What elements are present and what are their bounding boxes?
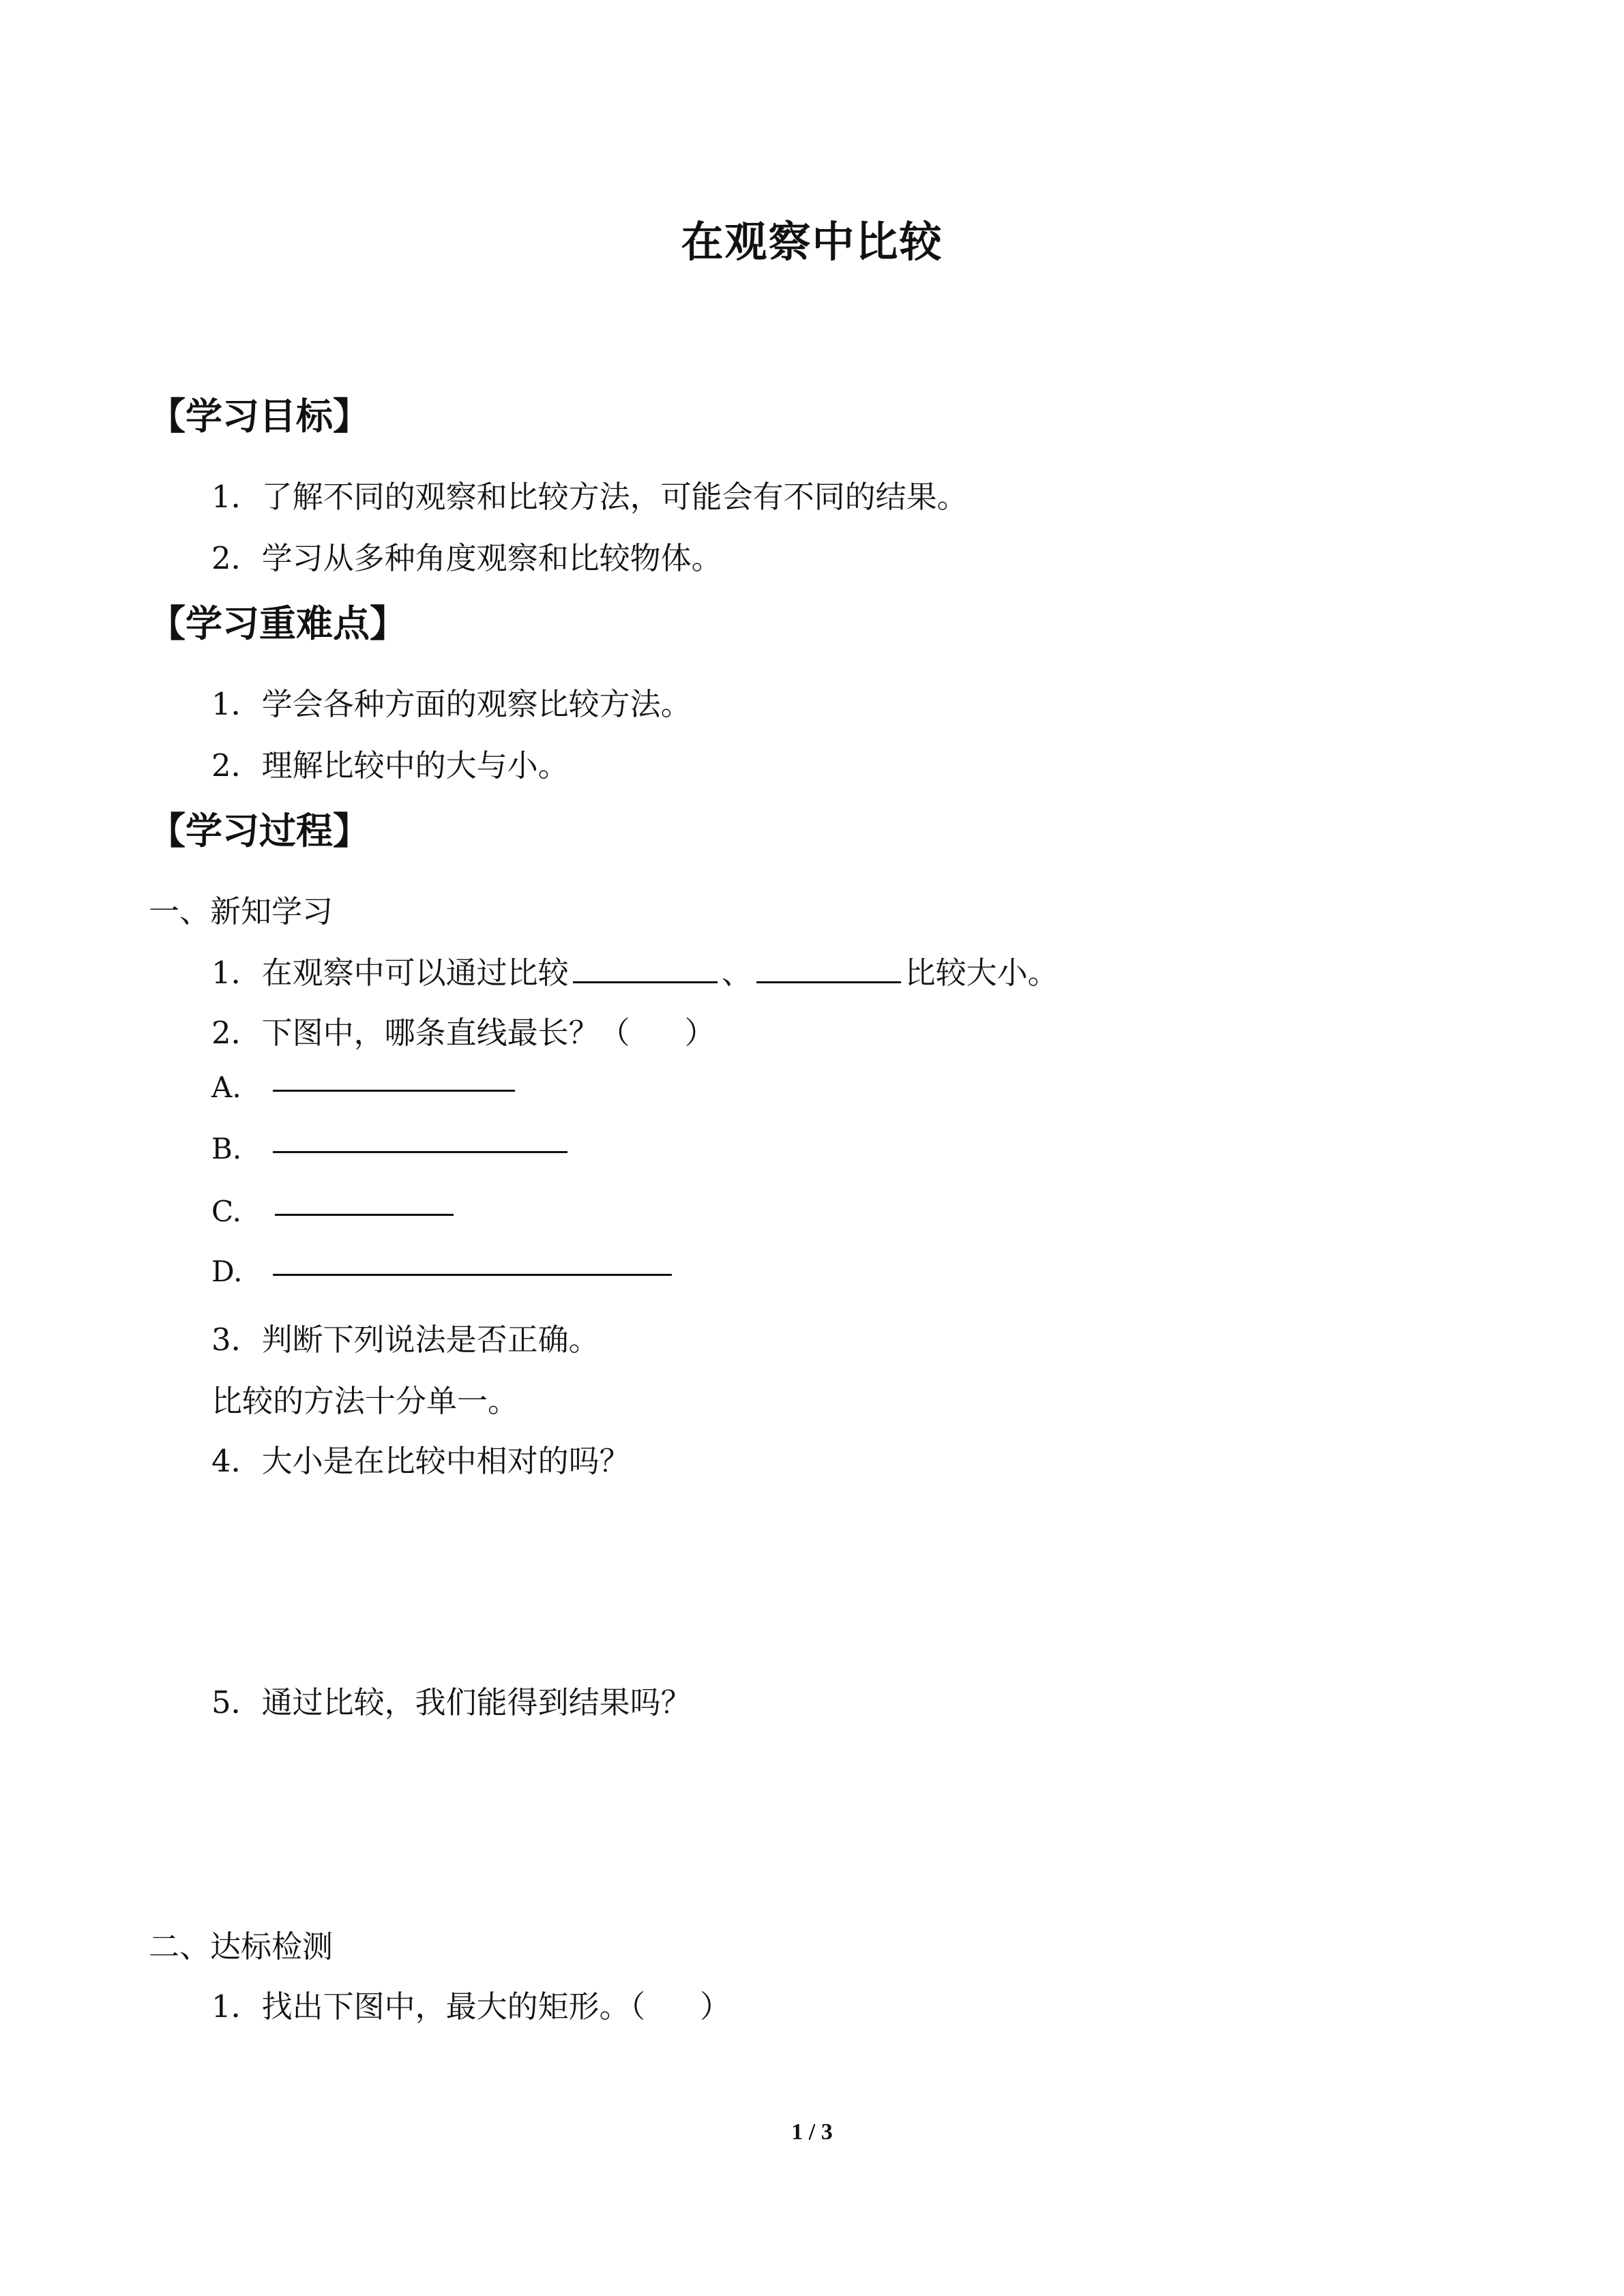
objective-item-1: 1．了解不同的观察和比较方法，可能会有不同的结果。 bbox=[211, 479, 968, 515]
part2-question-1-text: 1．找出下图中，最大的矩形。（ bbox=[211, 1988, 646, 2025]
question-1 bbox=[211, 948, 1059, 992]
question-1-separator: 、 bbox=[721, 955, 752, 991]
question-5: 5．通过比较，我们能得到结果吗？ bbox=[211, 1684, 692, 1720]
answer-blank-2[interactable] bbox=[756, 954, 901, 983]
part2-question-1 bbox=[211, 1982, 730, 2026]
page-number: 1 / 3 bbox=[791, 2119, 833, 2145]
answer-blank-1[interactable] bbox=[573, 954, 718, 983]
question-2-text: 2．下图中，哪条直线最长？（ bbox=[211, 1015, 630, 1051]
option-b-label: B. bbox=[211, 1132, 242, 1165]
option-a-line bbox=[273, 1090, 515, 1092]
question-3: 3．判断下列说法是否正确。 bbox=[211, 1322, 600, 1358]
question-2 bbox=[211, 1008, 715, 1052]
question-1-suffix: 比较大小。 bbox=[904, 955, 1059, 991]
part1-heading: 一、新知学习 bbox=[149, 893, 334, 929]
option-d-label: D. bbox=[211, 1255, 243, 1288]
question-2-close: ） bbox=[684, 1015, 715, 1051]
heading-key-points: 【学习重难点】 bbox=[149, 602, 407, 645]
question-4: 4．大小是在比较中相对的吗？ bbox=[211, 1443, 630, 1479]
part2-heading: 二、达标检测 bbox=[149, 1928, 334, 1965]
question-3-statement: 比较的方法十分单一。 bbox=[211, 1383, 519, 1419]
option-c-line bbox=[275, 1214, 454, 1216]
key-point-item-1: 1．学会各种方面的观察比较方法。 bbox=[211, 686, 692, 722]
option-d-line bbox=[273, 1274, 672, 1276]
option-a-label: A. bbox=[211, 1071, 241, 1104]
key-point-item-2: 2．理解比较中的大与小。 bbox=[211, 747, 569, 784]
document-title: 在观察中比较 bbox=[681, 217, 943, 267]
heading-objectives: 【学习目标】 bbox=[149, 395, 370, 438]
option-c-label: C. bbox=[211, 1195, 241, 1228]
part2-question-1-close: ） bbox=[700, 1988, 731, 2025]
heading-process: 【学习过程】 bbox=[149, 809, 370, 852]
question-1-prefix: 1．在观察中可以通过比较 bbox=[211, 955, 569, 991]
option-b-line bbox=[273, 1151, 567, 1153]
objective-item-2: 2．学习从多种角度观察和比较物体。 bbox=[211, 540, 722, 576]
